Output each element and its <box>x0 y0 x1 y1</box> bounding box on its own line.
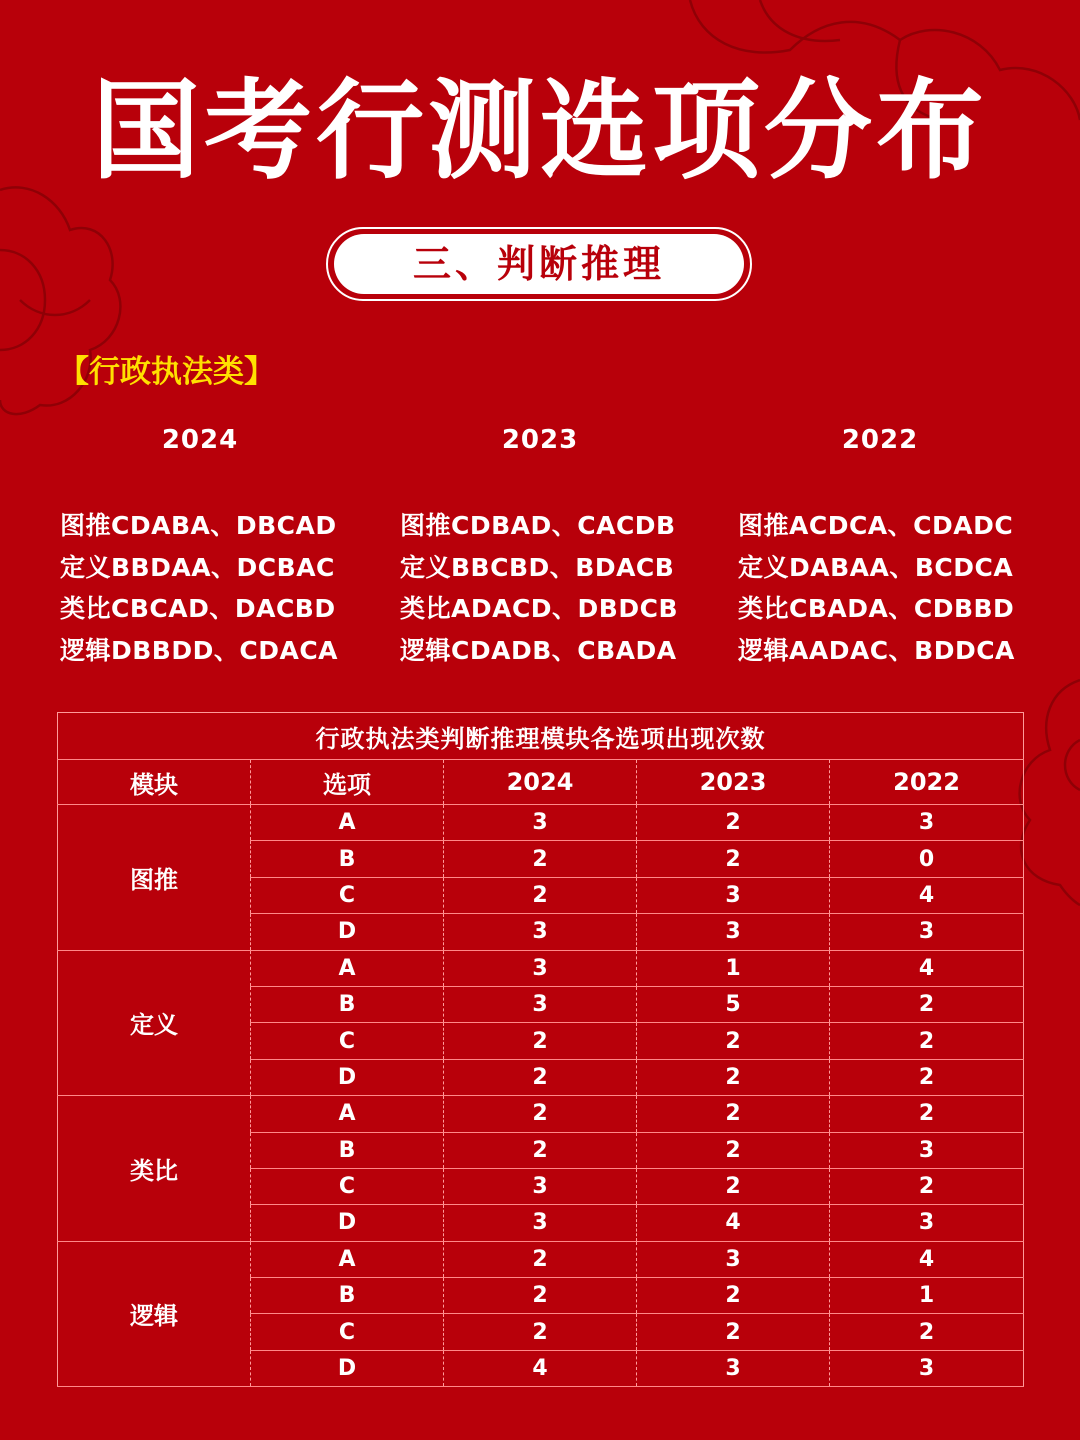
option-cell: D <box>251 1205 444 1241</box>
option-cell: D <box>251 1350 444 1386</box>
column-header: 模块 <box>58 760 251 805</box>
category-label: 【行政执法类】 <box>58 354 275 390</box>
section-label: 三、判断推理 <box>334 234 744 294</box>
answers-2024 <box>60 505 400 671</box>
count-cell: 2 <box>444 1278 637 1314</box>
table-row <box>58 1241 1024 1277</box>
module-cell: 类比 <box>58 1096 251 1242</box>
table-row <box>58 1096 1024 1132</box>
table-caption: 行政执法类判断推理模块各选项出现次数 <box>58 713 1024 760</box>
count-cell: 3 <box>444 805 637 841</box>
count-cell: 2 <box>830 986 1024 1022</box>
table-row <box>58 805 1024 841</box>
option-cell: B <box>251 1278 444 1314</box>
count-cell: 3 <box>637 914 830 950</box>
count-cell: 2 <box>830 1059 1024 1095</box>
option-cell: D <box>251 1059 444 1095</box>
count-cell: 3 <box>830 1350 1024 1386</box>
year-heading-2023: 2023 <box>501 425 579 455</box>
count-cell: 3 <box>830 1132 1024 1168</box>
option-cell: A <box>251 950 444 986</box>
answer-line: 定义DABAA、BCDCA <box>738 552 1014 582</box>
option-cell: B <box>251 1132 444 1168</box>
count-cell: 3 <box>637 1350 830 1386</box>
count-cell: 2 <box>444 1096 637 1132</box>
count-cell: 3 <box>444 1205 637 1241</box>
count-cell: 2 <box>444 1059 637 1095</box>
table-body <box>58 805 1024 1387</box>
count-cell: 3 <box>444 1168 637 1204</box>
option-cell: B <box>251 841 444 877</box>
count-cell: 2 <box>444 1241 637 1277</box>
count-cell: 3 <box>830 914 1024 950</box>
count-cell: 3 <box>637 1241 830 1277</box>
count-cell: 2 <box>444 877 637 913</box>
option-cell: C <box>251 1314 444 1350</box>
count-cell: 2 <box>444 841 637 877</box>
answer-line: 逻辑CDADB、CBADA <box>400 635 677 665</box>
count-cell: 5 <box>637 986 830 1022</box>
count-cell: 2 <box>637 805 830 841</box>
count-cell: 1 <box>830 1278 1024 1314</box>
count-cell: 2 <box>637 1023 830 1059</box>
answer-line: 图推CDBAD、CACDB <box>400 511 676 540</box>
option-cell: C <box>251 1168 444 1204</box>
count-cell: 4 <box>637 1205 830 1241</box>
column-header: 2024 <box>444 760 637 805</box>
option-cell: A <box>251 805 444 841</box>
count-cell: 2 <box>637 1168 830 1204</box>
answer-line: 图推ACDCA、CDADC <box>738 511 1014 540</box>
count-cell: 3 <box>830 1205 1024 1241</box>
count-cell: 2 <box>444 1132 637 1168</box>
answer-line: 定义BBCBD、BDACB <box>400 552 675 582</box>
count-cell: 3 <box>444 914 637 950</box>
option-cell: C <box>251 1023 444 1059</box>
column-header: 2022 <box>830 760 1024 805</box>
answer-line: 逻辑DBBDD、CDACA <box>60 635 339 665</box>
count-cell: 2 <box>444 1023 637 1059</box>
year-heading-2024: 2024 <box>161 425 239 455</box>
count-cell: 2 <box>637 1096 830 1132</box>
answer-line: 类比CBCAD、DACBD <box>60 594 336 624</box>
answer-line: 类比ADACD、DBDCB <box>400 594 679 624</box>
count-cell: 1 <box>637 950 830 986</box>
option-cell: B <box>251 986 444 1022</box>
count-cell: 4 <box>830 1241 1024 1277</box>
count-cell: 0 <box>830 841 1024 877</box>
count-cell: 4 <box>830 877 1024 913</box>
count-cell: 4 <box>444 1350 637 1386</box>
count-cell: 3 <box>444 950 637 986</box>
answers-2023 <box>400 505 740 671</box>
count-cell: 4 <box>830 950 1024 986</box>
option-cell: A <box>251 1096 444 1132</box>
count-cell: 2 <box>830 1168 1024 1204</box>
count-cell: 3 <box>637 877 830 913</box>
count-cell: 2 <box>444 1314 637 1350</box>
answers-2022 <box>738 505 1078 671</box>
option-cell: A <box>251 1241 444 1277</box>
page-title: 国考行测选项分布 <box>91 69 988 194</box>
column-header: 2023 <box>637 760 830 805</box>
module-cell: 定义 <box>58 950 251 1096</box>
option-count-table <box>57 712 1024 1387</box>
answer-line: 定义BBDAA、DCBAC <box>60 552 335 582</box>
answer-line: 逻辑AADAC、BDDCA <box>738 635 1015 665</box>
count-cell: 2 <box>637 1132 830 1168</box>
answer-line: 类比CBADA、CDBBD <box>738 594 1015 624</box>
module-cell: 图推 <box>58 805 251 951</box>
year-heading-2022: 2022 <box>841 425 919 455</box>
option-cell: D <box>251 914 444 950</box>
count-cell: 2 <box>637 1314 830 1350</box>
count-cell: 2 <box>637 1059 830 1095</box>
count-cell: 3 <box>830 805 1024 841</box>
table-row <box>58 950 1024 986</box>
option-cell: C <box>251 877 444 913</box>
count-cell: 2 <box>637 841 830 877</box>
count-cell: 2 <box>830 1023 1024 1059</box>
count-cell: 2 <box>637 1278 830 1314</box>
count-cell: 2 <box>830 1314 1024 1350</box>
column-header: 选项 <box>251 760 444 805</box>
count-cell: 2 <box>830 1096 1024 1132</box>
count-cell: 3 <box>444 986 637 1022</box>
module-cell: 逻辑 <box>58 1241 251 1387</box>
answer-line: 图推CDABA、DBCAD <box>60 511 337 540</box>
